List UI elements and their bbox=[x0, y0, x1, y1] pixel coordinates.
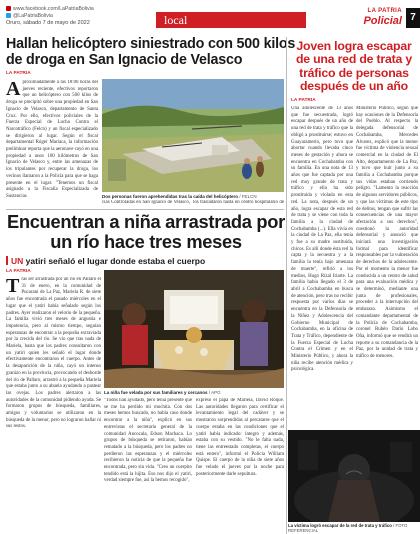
kicker-bar bbox=[6, 256, 8, 265]
helicopter-col2-wrap bbox=[102, 201, 190, 209]
girl-headline: Encuentran a niña arrastrada por un río hace tres meses bbox=[7, 211, 285, 252]
section-label: local bbox=[156, 12, 306, 28]
helicopter-caption bbox=[102, 194, 284, 199]
youth-column-1 bbox=[291, 106, 353, 428]
helicopter-headline: Hallan helicóptero siniestrado con 500 kilos de droga en San Ignacio de Velasco bbox=[6, 36, 296, 68]
brand-section: Policial bbox=[363, 15, 402, 27]
girl-kicker-text: yatiri señaló el lugar donde estaba el cuerpo bbox=[25, 256, 206, 266]
girl-dropcap: T bbox=[6, 277, 20, 297]
helicopter-photo-image bbox=[102, 79, 284, 192]
helicopter-caption-text: Dos personas fueron aprehendidas tras la caída del helicóptero bbox=[102, 194, 239, 199]
youth-column-2 bbox=[356, 106, 418, 428]
helicopter-text-1: proximadamente a las 18:00 horas del jueves reciente, efectivos reportaron que un helicóptero con 500 kilos de droga se precipitó sobre una propiedad en San Ignacio de Velasco, departamento de Santa Cruz. Por ello, efectivos policiales de la Fuerza Especial de Lucha Contra el Narcotráfico (Felcn) y un fiscal especializado se dirigieron al lugar. Según el fiscal departamental Róger Mariaca, la información preliminar reporta que la aeronave cayó en una propiedad a unos 100 kilómetros de San Ignacio de Velasco y, entre las amenazas de los tripulantes por recuperar la droga, los vecinos llamaron a la Policía para que se haga presente en el lugar. "Tenemos un fiscal asignado a la Fiscalía Especializada de Sustancias bbox=[6, 80, 98, 199]
story-divider bbox=[6, 209, 284, 210]
girl-source: LA PATRIA bbox=[6, 269, 31, 274]
facebook-link[interactable]: www.facebook.com/LaPatriaBolivia bbox=[13, 6, 94, 12]
youth-text-1: Una adolescente de 13 años que fue secuestrada, logró escapar después de un año de una red de trata y tráfico que la obligó a prostituirse; estuvo en Guayaramerín, pero tuvo que abortar cuando llevaba cinco meses de gestación y ahora se encuentra en Cochabamba con su familia. En una nota de 13 años que fue captada por una red muy grande de trata y tráfico y ella ha sido prostituida y violada en esta red. La nota, después de un año, logra escapar de esta red de trata y se viene con toda la familia a la ciudad de Cochabamba (...). Ella vivía en la ciudad de La Paz, ella tenía y fue a su madre sustituida, chicos. Es allí donde ésta red la capta y la secuestra y a la familia la tenía bajo amenaza de muerte", refirió a los medios, Hugo Rizal Iriarte. La familia había llegado el 3 de abril a Cochabamba en busca de atención, pero tras no recibir respuesta por varios días se encuentra en la Defensoría de la Niñez y Adolescencia del Gobierno Municipal de Cochabamba, en la oficina de Trata y Tráfico, dependiente de la Fuerza Especial de Lucha Contra el Crimen y en el Ministerio Público, y ahora la niña recibe atención médica y psicológica. bbox=[291, 106, 353, 373]
girl-caption-text: La niña fue velada por sus familiares y cercanos bbox=[104, 390, 208, 395]
youth-photo bbox=[288, 430, 420, 522]
youth-caption-text: La víctima logró escapar de la red de trata y tráfico bbox=[288, 523, 392, 528]
girl-photo bbox=[104, 270, 284, 388]
girl-column-1 bbox=[6, 277, 101, 534]
page-header bbox=[0, 0, 420, 34]
girl-caption bbox=[104, 390, 284, 395]
girl-text-2: "Todos han ayudado, pero tenía presente que se me ha perdido mi mochita. Con dos meses hemos buscado, no había caso donde encontrar a la niña", explicó en sus entrevistas el secretario general de la comunidad Ancocala, Edson Machaca. Lo grupos de búsqueda se retiraron, habían rematado a la búsqueda, pero los padres no perdieron las esperanzas y el miércoles recibieron la noticia de que la pequeña fue encontrada, pero sin vida. "Creo un cuerpito tendido está la hijita. Eso nos dijo el yatiri, verdad siempre fue, así la hemos recogido", bbox=[104, 398, 192, 484]
girl-kicker bbox=[6, 256, 205, 266]
girl-kicker-label: UN bbox=[11, 256, 24, 266]
helicopter-column-2-text: cias Controladas en San Ignacio de Velasco, bbox=[102, 200, 190, 205]
girl-caption-credit: / APG bbox=[208, 390, 221, 395]
helicopter-photo bbox=[102, 79, 284, 192]
facebook-icon bbox=[6, 6, 11, 11]
helicopter-column-3-text: los trasladaron hasta un centro hospitalario de bbox=[193, 200, 284, 205]
girl-text-1: ras ser arrastrada por un río en Pallaro el 31 de enero, en la comunidad de Pucarani de La Paz, Mariela R. de siete años fue encontrada el pasado miércoles en el lugar que el yatiri había señalado según los padres. Ayer realizaron el velorio de la pequeña. La familia vivió tres meses de angustia e impotencia, pero al mismo tiempo, seguían esperanzas de encontrar a la pequeña extraviada por la crecida del río. Se vio que tras nada de Mariela, hasta que los padres consultaron con un yatiri quien les señaló el lugar donde efectivamente encontraron el cuerpo. Antes de la desaparición de la niña, cayó un intenso granizo en la provincia, provocando el desborde del río de Pallaro, arrastró a la pequeña Mariela que estaba junto a su abuela ayudando a pastear las ovejas. Los padres alertaron a las autoridades de la comunidad pidiendo ayuda. Se formaron grupos de búsqueda, familiares, amigos y voluntarios se utilizaron en la búsqueda de la menor, pero no lograron hallar ni sus restos. bbox=[6, 277, 101, 430]
youth-text-2: Ministerio Público, según que hay ocasiones de la Defensoría del Pueblo. Al respecto la delegada defensorial de Cochabamba, Mercedes Alvarez, explicó que la menor fue víctima de violencia sexual comercial en la ciudad de El Alto, departamento de La Paz, y tuvo que huir junto a su familia a Cochabamba porque sus vidas estaban corriendo peligro. "Lamento la reacción de algunos servidores públicos, y que las víctimas de este tipo de delitos, tengan que sufrir las consecuencias de una mayor afectación a sus derechos", cuestionó la autoridad defensorial y anunció que iniciará una investigación formal para identificar responsables por la vulneración de derechos de la adolescente. Por el momento la menor fue conducida a un centro de salud para una evaluación médica y se determinó, mediante una junta de profesionales, proceder a la interrupción del embarazo. Asimismo el comandante departamental de la Policía de Cochabamba, coronel Rubén Darío Lobo Oña, informó que se rendirá un reporte a su comandancia de la Paz, por la unidad de trata y tráfico de menores. bbox=[356, 106, 418, 360]
helicopter-caption-credit: / FELCN bbox=[239, 194, 257, 199]
helicopter-column-1 bbox=[6, 80, 98, 206]
brand-logo bbox=[312, 8, 402, 28]
twitter-link[interactable]: @LaPatriaBolivia bbox=[13, 13, 53, 19]
helicopter-column-3 bbox=[193, 200, 284, 207]
girl-photo-image bbox=[104, 270, 284, 388]
social-links bbox=[6, 6, 94, 20]
helicopter-source: LA PATRIA bbox=[6, 71, 31, 76]
youth-source: LA PATRIA bbox=[291, 98, 316, 103]
youth-caption-credit: / FOTO REFERENCIAL bbox=[288, 523, 408, 534]
column-divider bbox=[286, 37, 287, 534]
brand-name: LA PATRIA bbox=[367, 8, 402, 14]
issue-date: Oruro, sábado 7 de mayo de 2022 bbox=[6, 20, 90, 26]
helicopter-dropcap: A bbox=[6, 80, 21, 100]
girl-text-3: expresó el papá de Mariela, David Roque. Las autoridades llegaron para certificar el levantamiento legal del cadáver y se mostraron sorprendidas al percatarse que el cuerpo estaba en las condiciones que el yatiri había indicado: íntegro y además, estaba con su vestido. "No le falta nada, tiene las entreestado completas, el cuerpo está entero", informó el Policía William Quispe. El cuerpo de la niña de siete años fue velado el jueves por la noche para posteriormente darle sepultura. bbox=[196, 398, 284, 477]
youth-headline: Joven logra escapar de una red de trata y tráfico de personas después de un año bbox=[295, 39, 413, 94]
girl-column-2 bbox=[104, 398, 192, 534]
page-number: 7 bbox=[406, 8, 420, 28]
youth-caption bbox=[288, 523, 420, 533]
twitter-icon bbox=[6, 13, 11, 18]
youth-photo-image bbox=[288, 430, 420, 522]
girl-column-3 bbox=[196, 398, 284, 534]
